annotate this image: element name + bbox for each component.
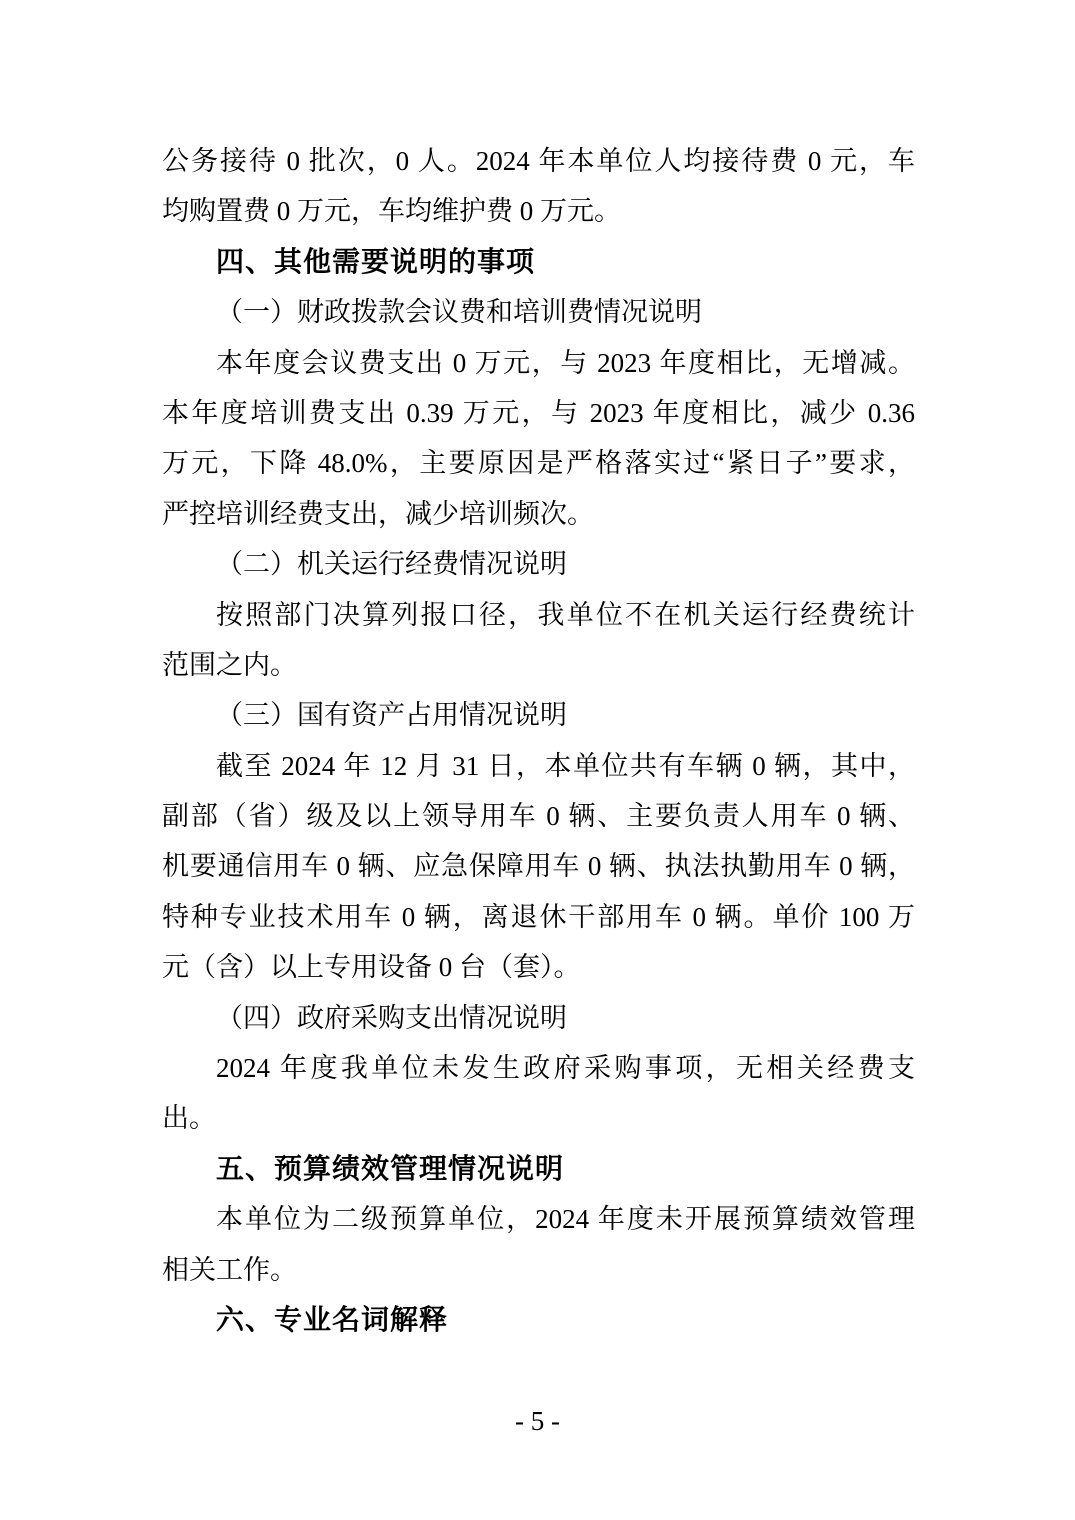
paragraph-line: 特种专业技术用车 0 辆，离退休干部用车 0 辆。单价 100 万 (162, 901, 915, 932)
sub-heading: （二）机关运行经费情况说明 (216, 549, 567, 580)
page-number: - 5 - (515, 1406, 560, 1436)
paragraph-line: 本单位为二级预算单位，2024 年度未开展预算绩效管理 (216, 1204, 915, 1235)
section-heading: 六、专业名词解释 (216, 1303, 449, 1335)
paragraph-line: 按照部门决算列报口径，我单位不在机关运行经费统计 (216, 599, 915, 630)
paragraph-line: 本年度会议费支出 0 万元，与 2023 年度相比，无增减。 (216, 347, 915, 378)
paragraph-line: 万元，下降 48.0%，主要原因是严格落实过“紧日子”要求， (162, 448, 915, 479)
sub-heading: （一）财政拨款会议费和培训费情况说明 (216, 297, 702, 328)
paragraph-line: 公务接待 0 批次，0 人。2024 年本单位人均接待费 0 元，车 (162, 146, 915, 176)
section-heading: 五、预算绩效管理情况说明 (216, 1152, 565, 1184)
document-body (162, 136, 915, 1345)
paragraph-line: 相关工作。 (162, 1254, 297, 1285)
paragraph-line: 副部（省）级及以上领导用车 0 辆、主要负责人用车 0 辆、 (162, 801, 915, 832)
section-heading: 四、其他需要说明的事项 (216, 245, 536, 277)
sub-heading: （四）政府采购支出情况说明 (216, 1002, 567, 1033)
paragraph-line: 均购置费 0 万元，车均维护费 0 万元。 (162, 196, 621, 227)
paragraph-line: 机要通信用车 0 辆、应急保障用车 0 辆、执法执勤用车 0 辆， (162, 851, 915, 882)
paragraph-line: 出。 (162, 1103, 216, 1134)
paragraph-line: 截至 2024 年 12 月 31 日，本单位共有车辆 0 辆，其中， (216, 750, 915, 781)
paragraph-line: 严控培训经费支出，减少培训频次。 (162, 498, 594, 529)
paragraph-line: 2024 年度我单位未发生政府采购事项，无相关经费支 (216, 1053, 915, 1084)
paragraph-line: 元（含）以上专用设备 0 台（套）。 (162, 952, 581, 983)
paragraph-line: 本年度培训费支出 0.39 万元，与 2023 年度相比，减少 0.36 (162, 397, 915, 428)
paragraph-line: 范围之内。 (162, 649, 297, 680)
sub-heading: （三）国有资产占用情况说明 (216, 700, 567, 731)
